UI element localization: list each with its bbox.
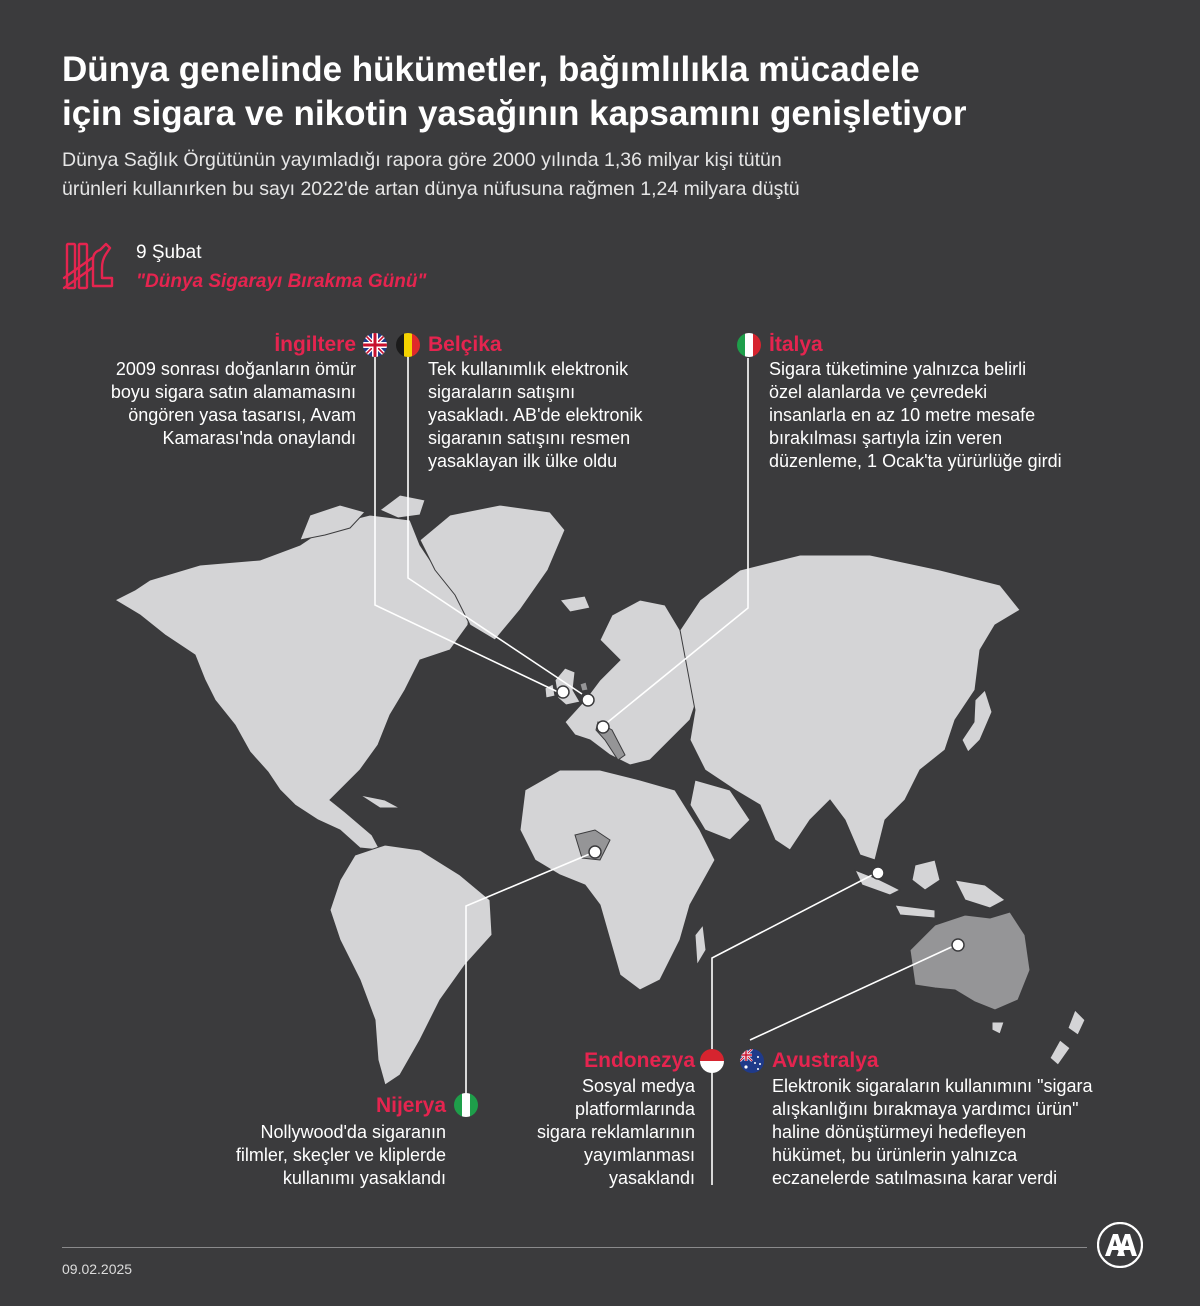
nigeria-connector — [466, 853, 592, 1105]
indonesia-country-name: Endonezya — [584, 1049, 695, 1072]
belgium-marker — [582, 694, 594, 706]
italy-description-line: düzenleme, 1 Ocak'ta yürürlüğe girdi — [769, 451, 1062, 471]
belgium-description-line: sigaranın satışını resmen — [428, 428, 631, 448]
day-date: 9 Şubat — [136, 242, 202, 263]
belgium-country-name: Belçika — [428, 333, 502, 356]
nigeria-description-line: Nollywood'da sigaranın — [260, 1122, 446, 1142]
indonesia-islands-3 — [912, 860, 940, 890]
north-america-landmass — [115, 515, 470, 850]
australia-landmass — [910, 912, 1030, 1010]
title-line-2: için sigara ve nikotin yasağının kapsamını genişletiyor — [62, 94, 967, 133]
indonesia-flag-icon — [700, 1049, 724, 1073]
uk-description-line: öngören yasa tasarısı, Avam — [128, 405, 356, 425]
aa-logo-icon — [1097, 1222, 1143, 1268]
belgium-description-line: Tek kullanımlık elektronik — [428, 359, 629, 379]
australia-description-line: eczanelerde satılmasına karar verdi — [772, 1168, 1058, 1188]
italy-description — [769, 358, 1062, 473]
uk-flag-icon — [363, 333, 387, 357]
uk-description — [111, 358, 356, 450]
tasmania-landmass — [992, 1022, 1004, 1034]
madagascar-landmass — [695, 925, 706, 965]
uk-landmass — [555, 668, 580, 705]
nigeria-country-name: Nijerya — [375, 1094, 446, 1117]
uk-description-line: boyu sigara satın alamamasını — [110, 382, 356, 402]
australia-description-line: haline dönüştürmeyi hedefleyen — [772, 1122, 1027, 1142]
iceland-landmass — [560, 596, 590, 612]
indonesia-description-line: Sosyal medya — [581, 1076, 695, 1096]
caribbean-islands — [360, 795, 400, 808]
nigeria-description-line: kullanımı yasaklandı — [282, 1168, 446, 1188]
australia-country-name: Avustralya — [772, 1049, 879, 1072]
australia-description-line: Elektronik sigaraların kullanımını "sigara — [772, 1076, 1093, 1096]
canadian-arctic-islands-2 — [380, 495, 425, 518]
italy-country-name: İtalya — [769, 333, 823, 356]
australia-flag-icon — [740, 1049, 764, 1073]
uk-description-line: Kamarası'nda onaylandı — [162, 428, 356, 448]
italy-marker — [597, 721, 609, 733]
indonesia-description — [537, 1075, 695, 1190]
italy-description-line: özel alanlarda ve çevredeki — [769, 382, 988, 402]
subtitle-line-1: Dünya Sağlık Örgütünün yayımladığı rapora göre 2000 yılında 1,36 milyar kişi tütün — [62, 149, 782, 171]
new-zealand-landmass-2 — [1050, 1040, 1070, 1065]
day-name: "Dünya Sigarayı Bırakma Günü" — [136, 271, 427, 292]
italy-description-line: bırakılması şartıyla izin veren — [769, 428, 1003, 448]
uk-description-line: 2009 sonrası doğanların ömür — [115, 359, 356, 379]
africa-landmass — [520, 770, 715, 990]
new-zealand-landmass — [1068, 1010, 1085, 1035]
nigeria-description-line: filmler, skeçler ve kliplerde — [235, 1145, 446, 1165]
belgium-highlight — [580, 682, 588, 691]
belgium-flag-icon — [396, 333, 420, 357]
italy-flag-icon — [737, 333, 761, 357]
belgium-description-line: sigaraların satışını — [428, 382, 576, 402]
south-america-landmass — [330, 845, 492, 1085]
title-line-1: Dünya genelinde hükümetler, bağımlılıkla mücadele — [62, 50, 920, 89]
nigeria-flag-icon — [454, 1093, 478, 1117]
indonesia-description-line: sigara reklamlarının — [536, 1122, 695, 1142]
subtitle-line-2: ürünleri kullanırken bu sayı 2022'de artan dünya nüfusuna rağmen 1,24 milyara düştü — [62, 178, 800, 200]
belgium-description-line: yasakladı. AB'de elektronik — [428, 405, 643, 425]
indonesia-description-line: platformlarında — [574, 1099, 695, 1119]
indonesia-description-line: yasaklandı — [608, 1168, 695, 1188]
uk-marker — [557, 686, 569, 698]
indonesia-marker — [872, 867, 884, 879]
nigeria-description — [236, 1121, 446, 1190]
uk-country-name: İngiltere — [274, 333, 356, 356]
italy-description-line: Sigara tüketimine yalnızca belirli — [769, 359, 1027, 379]
indonesia-islands-2 — [895, 905, 935, 918]
australia-description-line: hükümet, bu ürünlerin yalnızca — [772, 1145, 1018, 1165]
footer-date: 09.02.2025 — [62, 1261, 133, 1277]
nigeria-marker — [589, 846, 601, 858]
new-guinea-landmass — [955, 880, 1005, 908]
australia-marker — [952, 939, 964, 951]
australia-description-line: alışkanlığını bırakmaya yardımcı ürün" — [772, 1099, 1079, 1119]
australia-description — [772, 1075, 1093, 1190]
italy-description-line: insanlarla en az 10 metre mesafe — [769, 405, 1036, 425]
footer-divider — [62, 1247, 1087, 1248]
indonesia-description-line: yayımlanması — [583, 1145, 695, 1165]
belgium-description — [428, 358, 643, 473]
belgium-description-line: yasaklayan ilk ülke oldu — [428, 451, 618, 471]
australia-connector — [750, 944, 958, 1040]
